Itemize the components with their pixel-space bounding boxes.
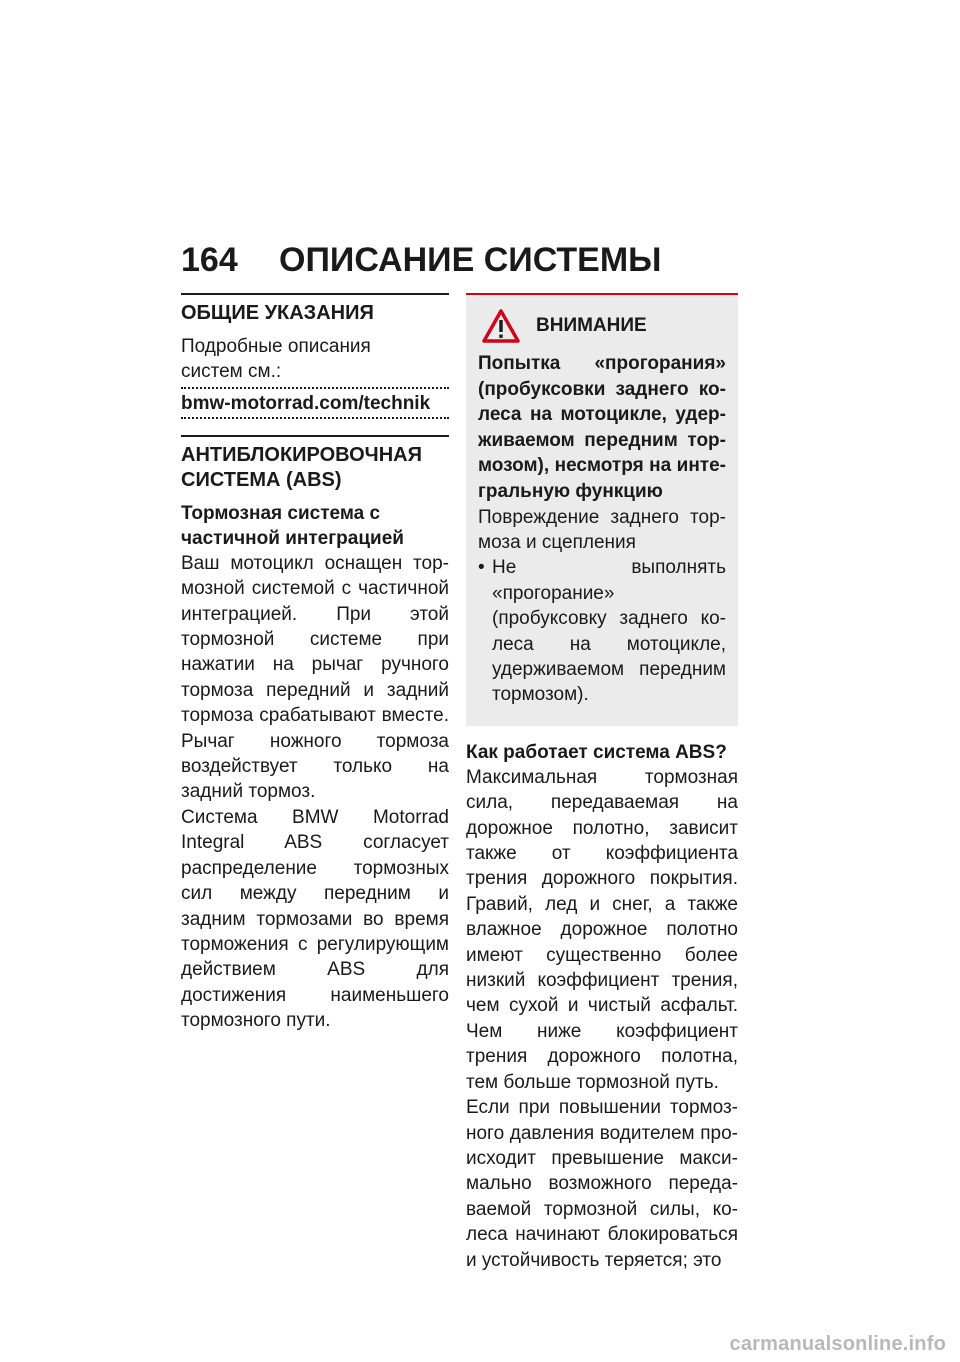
warning-consequence: Повреждение заднего тормоза и сцепления xyxy=(478,506,726,553)
page-header xyxy=(181,240,741,280)
bullet-icon: • xyxy=(478,557,485,579)
right-column xyxy=(466,293,738,1273)
abs-title-line1: АНТИБЛОКИРОВОЧНАЯ xyxy=(181,443,422,466)
page-number: 164 xyxy=(181,241,238,279)
warning-bullet-text: Не выполнять «прогорание» (пробуксовку заднего колеса на мотоцикле, удерживаемом передним тормозом). xyxy=(492,557,726,706)
warning-box xyxy=(466,293,738,726)
general-text: Подробные описания систем см.: xyxy=(181,336,371,383)
how-abs-paragraph-1: Максимальная тормозная сила, передаваемая на дорожное полотно, зависит также от коэффициента трения дорожного покрытия. Гравий, лед и снег, а также влажное дорожное полотно имеют существенно более низкий коэффициент трения, чем сухой и чистый асфальт. Чем ниже коэффициент трения дорожного полотна, тем больше тормозной путь. xyxy=(466,766,738,1093)
warning-title: ВНИМАНИЕ xyxy=(536,315,647,336)
abs-title-line2: СИСТЕМА (ABS) xyxy=(181,468,342,491)
footer-watermark: carmanualsonline.info xyxy=(729,1333,946,1355)
technik-link[interactable]: bmw-motorrad.com/technik xyxy=(181,387,449,419)
left-column xyxy=(181,293,449,1034)
abs-paragraph-1: Ваш мотоцикл оснащен тормозной системой с частичной интеграцией. При этой тормозной системе при нажатии на рычаг ручного тормоза передний и задний тормоза срабатывают вместе. Рычаг ножного тормоза воздействует только на задний тормоз. xyxy=(181,552,449,803)
abs-subtitle: Тормозная система с частичной интеграцией xyxy=(181,502,404,549)
how-abs-paragraph-2: Если при повышении тормозного давления водителем происходит превышение максимально возможного передаваемой тормозной силы, колеса начинают блокироваться и устойчивость теряется; это xyxy=(466,1097,738,1271)
abs-paragraph-2: Система BMW Motorrad Integral ABS согласует распределение тормозных сил между передним и задним тормозами во время торможения с регулирующим действием ABS для достижения наименьшего тормозного пути. xyxy=(181,806,449,1032)
chapter-title: ОПИСАНИЕ СИСТЕМЫ xyxy=(279,241,662,279)
warning-bullet xyxy=(478,555,726,707)
how-abs-subtitle: Как работает система ABS? xyxy=(466,741,727,763)
section-title-general: ОБЩИЕ УКАЗАНИЯ xyxy=(181,293,449,326)
warning-triangle-icon xyxy=(482,309,520,343)
warning-header xyxy=(478,309,726,343)
section-title-abs xyxy=(181,435,449,493)
warning-strong-text: Попытка «прогорания» (пробуксовки заднего колеса на мотоцикле, удерживаемом передним тормозом), несмотря на интегральную функцию xyxy=(478,353,726,502)
